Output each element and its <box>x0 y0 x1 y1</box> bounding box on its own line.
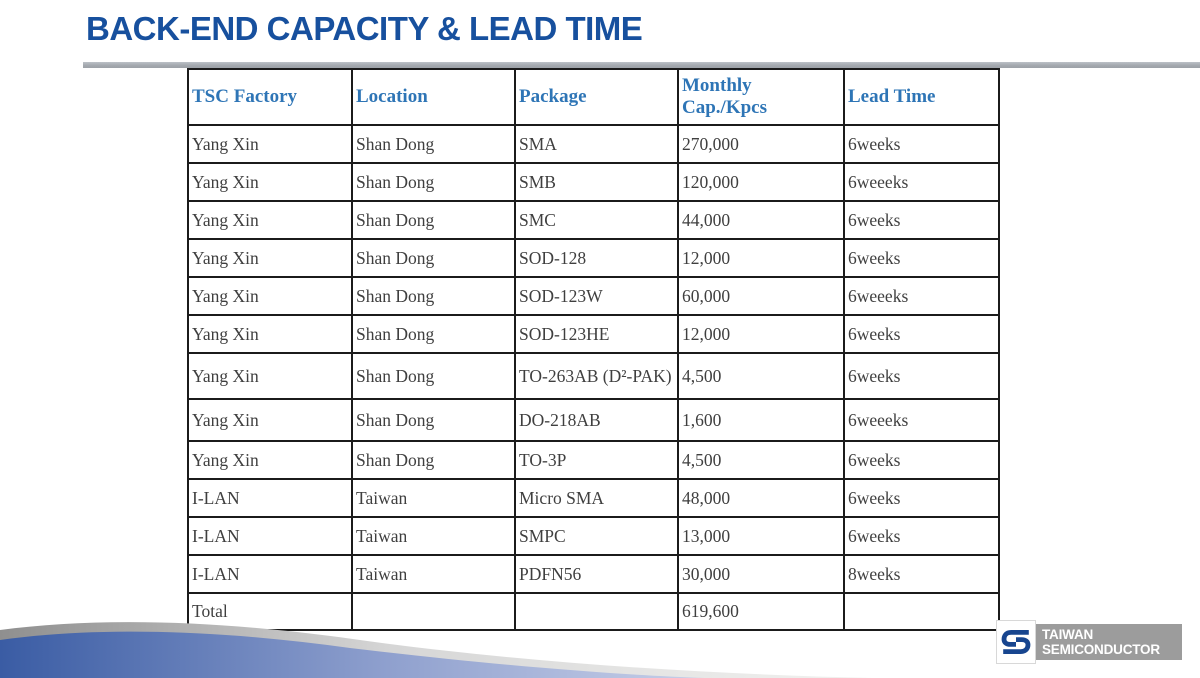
table-cell: 12,000 <box>678 239 844 277</box>
table-cell: 44,000 <box>678 201 844 239</box>
column-header: Package <box>515 69 678 125</box>
table-cell: 6weeks <box>844 517 999 555</box>
company-logo-wordmark <box>1036 624 1182 660</box>
table-cell: 4,500 <box>678 441 844 479</box>
company-logo <box>996 620 1182 664</box>
table-cell: 6weeks <box>844 239 999 277</box>
table-cell: Yang Xin <box>188 239 352 277</box>
table-cell: Shan Dong <box>352 125 515 163</box>
table-cell: 619,600 <box>678 593 844 630</box>
table-cell: Yang Xin <box>188 399 352 441</box>
table-cell: 6weeks <box>844 479 999 517</box>
table-cell: 48,000 <box>678 479 844 517</box>
table-cell: I-LAN <box>188 479 352 517</box>
table-cell: Shan Dong <box>352 399 515 441</box>
table-row <box>188 315 999 353</box>
table-cell: SOD-123W <box>515 277 678 315</box>
table-cell: 6weeks <box>844 353 999 399</box>
table-row <box>188 125 999 163</box>
column-header: Location <box>352 69 515 125</box>
table-cell: SMC <box>515 201 678 239</box>
table-cell: TO-263AB (D²-PAK) <box>515 353 678 399</box>
page-title: BACK-END CAPACITY & LEAD TIME <box>86 10 643 47</box>
column-header: Monthly Cap./Kpcs <box>678 69 844 125</box>
column-header: Lead Time <box>844 69 999 125</box>
table-row <box>188 201 999 239</box>
table-row <box>188 277 999 315</box>
table-row <box>188 441 999 479</box>
table-cell: Yang Xin <box>188 163 352 201</box>
table-cell: TO-3P <box>515 441 678 479</box>
table-cell: 6weeks <box>844 315 999 353</box>
table-cell: 270,000 <box>678 125 844 163</box>
wave-blue-body <box>0 632 705 678</box>
table-cell: Total <box>188 593 352 630</box>
table-cell: SMA <box>515 125 678 163</box>
table-cell: 6weeeks <box>844 277 999 315</box>
capacity-table-body <box>188 125 999 630</box>
column-header: TSC Factory <box>188 69 352 125</box>
table-cell <box>352 593 515 630</box>
table-cell: DO-218AB <box>515 399 678 441</box>
table-cell: I-LAN <box>188 517 352 555</box>
ts-monogram-icon <box>996 620 1036 664</box>
table-cell: SMB <box>515 163 678 201</box>
table-cell: 6weeeks <box>844 399 999 441</box>
table-cell: 60,000 <box>678 277 844 315</box>
table-cell: Yang Xin <box>188 277 352 315</box>
table-row <box>188 555 999 593</box>
table-cell <box>844 593 999 630</box>
table-cell <box>515 593 678 630</box>
table-row <box>188 163 999 201</box>
table-cell: Taiwan <box>352 479 515 517</box>
company-name-line1: TAIWAN <box>1042 626 1094 642</box>
table-cell: SOD-123HE <box>515 315 678 353</box>
table-cell: SMPC <box>515 517 678 555</box>
table-cell: 30,000 <box>678 555 844 593</box>
table-cell: 6weeks <box>844 201 999 239</box>
table-cell: 120,000 <box>678 163 844 201</box>
table-cell: Shan Dong <box>352 315 515 353</box>
table-row <box>188 593 999 630</box>
table-cell: PDFN56 <box>515 555 678 593</box>
table-row <box>188 239 999 277</box>
table-cell: Taiwan <box>352 555 515 593</box>
table-cell: Micro SMA <box>515 479 678 517</box>
table-cell: Yang Xin <box>188 201 352 239</box>
table-cell: 6weeks <box>844 441 999 479</box>
table-cell: Shan Dong <box>352 201 515 239</box>
table-cell: Yang Xin <box>188 315 352 353</box>
company-name-line2: SEMICONDUCTOR <box>1042 642 1160 657</box>
table-cell: 6weeeks <box>844 163 999 201</box>
table-cell: 8weeks <box>844 555 999 593</box>
table-cell: Shan Dong <box>352 277 515 315</box>
table-cell: Taiwan <box>352 517 515 555</box>
table-cell: 6weeks <box>844 125 999 163</box>
table-cell: Shan Dong <box>352 441 515 479</box>
table-row <box>188 479 999 517</box>
table-cell: Yang Xin <box>188 441 352 479</box>
table-cell: 4,500 <box>678 353 844 399</box>
table-cell: Yang Xin <box>188 125 352 163</box>
table-cell: SOD-128 <box>515 239 678 277</box>
table-cell: I-LAN <box>188 555 352 593</box>
table-cell: 1,600 <box>678 399 844 441</box>
table-cell: Shan Dong <box>352 163 515 201</box>
table-cell: 12,000 <box>678 315 844 353</box>
table-cell: 13,000 <box>678 517 844 555</box>
table-cell: Shan Dong <box>352 239 515 277</box>
table-cell: Yang Xin <box>188 353 352 399</box>
capacity-table-header <box>188 69 999 125</box>
table-row <box>188 517 999 555</box>
capacity-table-container <box>187 68 1000 631</box>
header-row <box>188 69 999 125</box>
table-row <box>188 399 999 441</box>
table-row <box>188 353 999 399</box>
table-cell: Shan Dong <box>352 353 515 399</box>
capacity-table <box>187 68 1000 631</box>
